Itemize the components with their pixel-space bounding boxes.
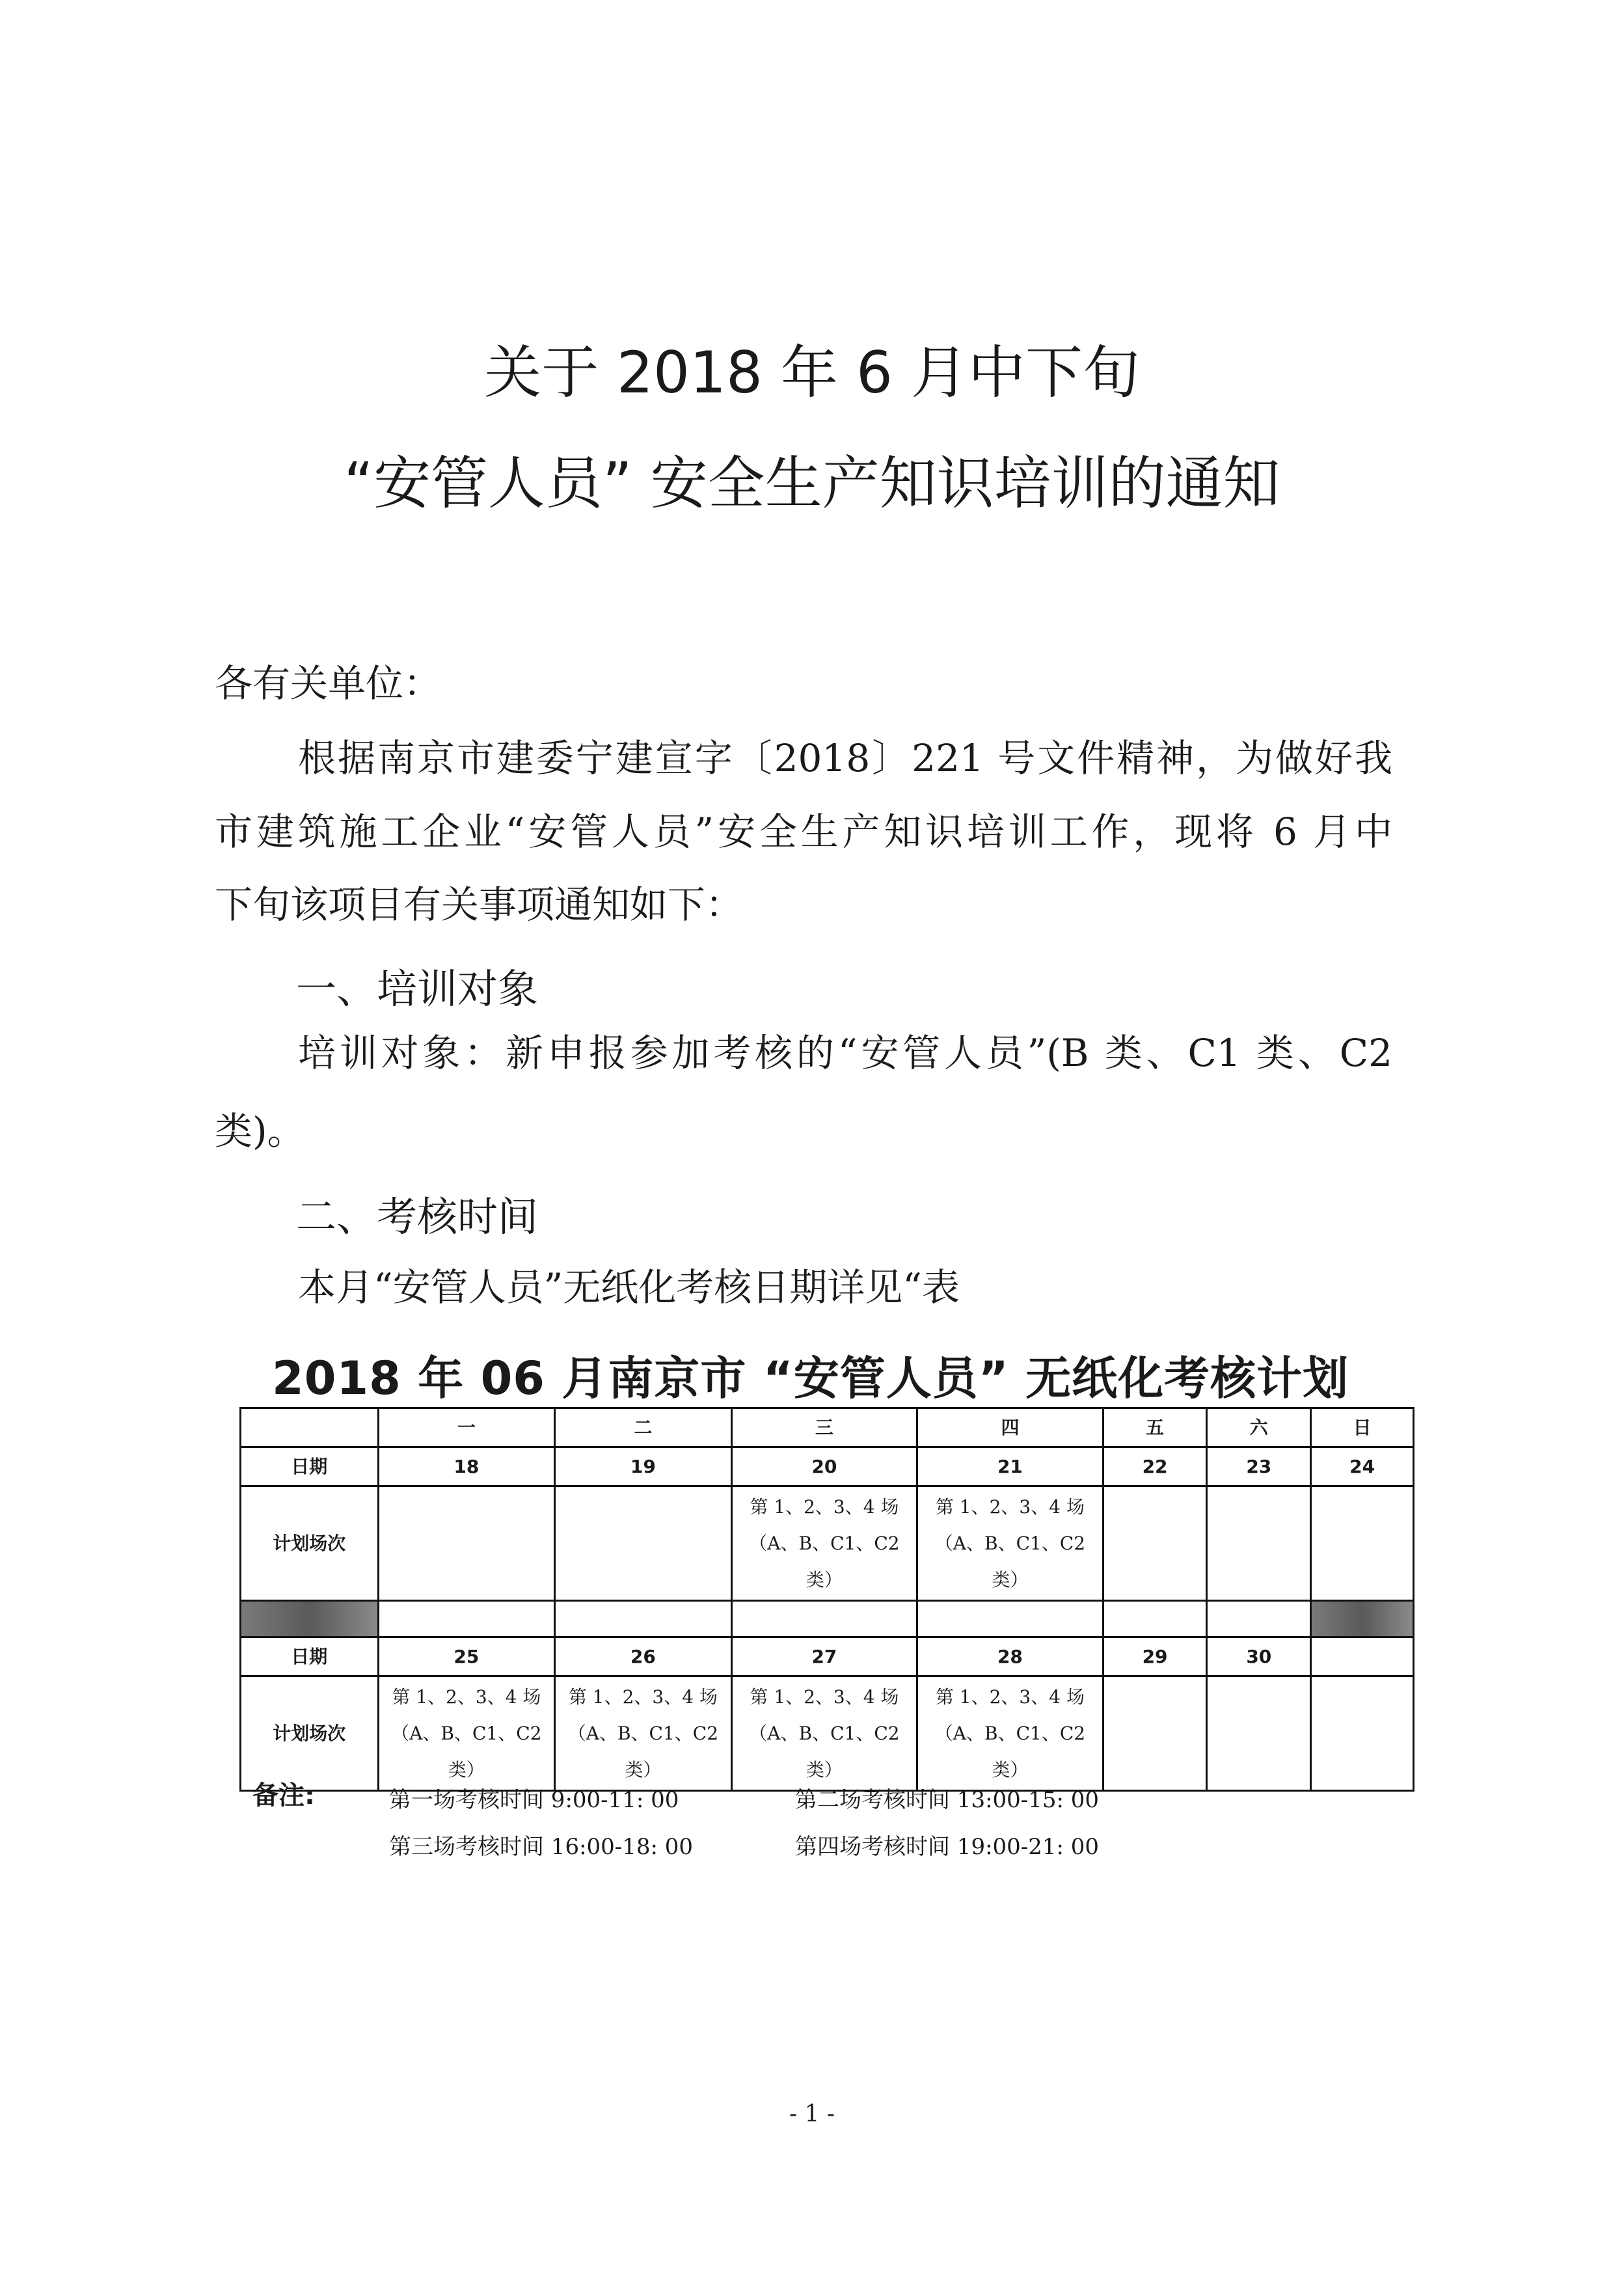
note-session-1: 第一场考核时间 9:00-11: 00 (389, 1787, 679, 1813)
date-cell: 29 (1103, 1637, 1207, 1676)
date-cell: 27 (731, 1637, 917, 1676)
weekday-cell: 一 (378, 1408, 555, 1447)
section-2-heading: 二、考核时间 (296, 1193, 539, 1240)
separator-cell (1103, 1601, 1207, 1637)
section-1-line-1: 培训对象：新申报参加考核的“安管人员”(B 类、C1 类、C2 (298, 1031, 1392, 1075)
date-cell: 26 (555, 1637, 732, 1676)
section-1-heading: 一、培训对象 (296, 965, 539, 1013)
date-cell: 18 (378, 1447, 555, 1486)
session-cell: 第 1、2、3、4 场（A、B、C1、C2 类） (378, 1676, 555, 1791)
session-cell: 第 1、2、3、4 场（A、B、C1、C2 类） (917, 1486, 1103, 1601)
date-cell: 24 (1311, 1447, 1414, 1486)
separator-cell (731, 1601, 917, 1637)
date-cell: 23 (1207, 1447, 1311, 1486)
session-cell (555, 1486, 732, 1601)
date-cell: 19 (555, 1447, 732, 1486)
session-cell (1103, 1486, 1207, 1601)
weekday-cell: 日 (1311, 1408, 1414, 1447)
separator-cell (917, 1601, 1103, 1637)
date-cell: 21 (917, 1447, 1103, 1486)
session-cell (1311, 1486, 1414, 1601)
section-1-line-2: 类)。 (215, 1109, 305, 1153)
session-cell (1311, 1676, 1414, 1791)
date-label: 日期 (241, 1447, 379, 1486)
weekday-cell: 五 (1103, 1408, 1207, 1447)
notice-title-line1: 关于 2018 年 6 月中下旬 (484, 339, 1140, 406)
date-cell: 25 (378, 1637, 555, 1676)
week1-session-row (241, 1486, 1414, 1601)
date-cell: 30 (1207, 1637, 1311, 1676)
date-cell: 20 (731, 1447, 917, 1486)
weekday-cell: 六 (1207, 1408, 1311, 1447)
session-cell (1207, 1676, 1311, 1791)
separator-shaded-cell (1311, 1601, 1414, 1637)
session-cell: 第 1、2、3、4 场（A、B、C1、C2 类） (731, 1676, 917, 1791)
salutation: 各有关单位： (215, 661, 442, 705)
session-label: 计划场次 (241, 1486, 379, 1601)
separator-cell (1207, 1601, 1311, 1637)
session-cell (378, 1486, 555, 1601)
paragraph-1-line-3: 下旬该项目有关事项通知如下： (215, 882, 744, 927)
weekday-cell: 四 (917, 1408, 1103, 1447)
note-session-3: 第三场考核时间 16:00-18: 00 (389, 1834, 694, 1860)
weekday-cell: 三 (731, 1408, 917, 1447)
date-label: 日期 (241, 1637, 379, 1676)
notes-label: 备注: (252, 1781, 315, 1810)
paragraph-1-line-1: 根据南京市建委宁建宣字〔2018〕221 号文件精神，为做好我 (298, 736, 1392, 780)
week1-date-row (241, 1447, 1414, 1486)
session-cell (1207, 1486, 1311, 1601)
date-cell: 22 (1103, 1447, 1207, 1486)
separator-row (241, 1601, 1414, 1637)
date-cell: 28 (917, 1637, 1103, 1676)
week2-date-row (241, 1637, 1414, 1676)
weekday-row (241, 1408, 1414, 1447)
section-2-text: 本月“安管人员”无纸化考核日期详见“表 (298, 1265, 960, 1309)
weekday-cell: 二 (555, 1408, 732, 1447)
week2-session-row (241, 1676, 1414, 1791)
session-label: 计划场次 (241, 1676, 379, 1791)
note-session-4: 第四场考核时间 19:00-21: 00 (795, 1834, 1100, 1860)
separator-cell (378, 1601, 555, 1637)
session-cell: 第 1、2、3、4 场（A、B、C1、C2 类） (555, 1676, 732, 1791)
separator-shaded-cell (241, 1601, 379, 1637)
corner-cell (241, 1408, 379, 1447)
page-number: - 1 - (789, 2101, 835, 2127)
session-cell: 第 1、2、3、4 场（A、B、C1、C2 类） (731, 1486, 917, 1601)
date-cell (1311, 1637, 1414, 1676)
paragraph-1-line-2: 市建筑施工企业“安管人员”安全生产知识培训工作，现将 6 月中 (215, 810, 1392, 854)
session-cell: 第 1、2、3、4 场（A、B、C1、C2 类） (917, 1676, 1103, 1791)
separator-cell (555, 1601, 732, 1637)
note-session-2: 第二场考核时间 13:00-15: 00 (795, 1787, 1100, 1813)
session-cell (1103, 1676, 1207, 1791)
exam-schedule-table (239, 1407, 1414, 1792)
schedule-table-title: 2018 年 06 月南京市 “安管人员” 无纸化考核计划 (272, 1352, 1349, 1405)
notice-title-line2: “安管人员” 安全生产知识培训的通知 (344, 450, 1280, 517)
